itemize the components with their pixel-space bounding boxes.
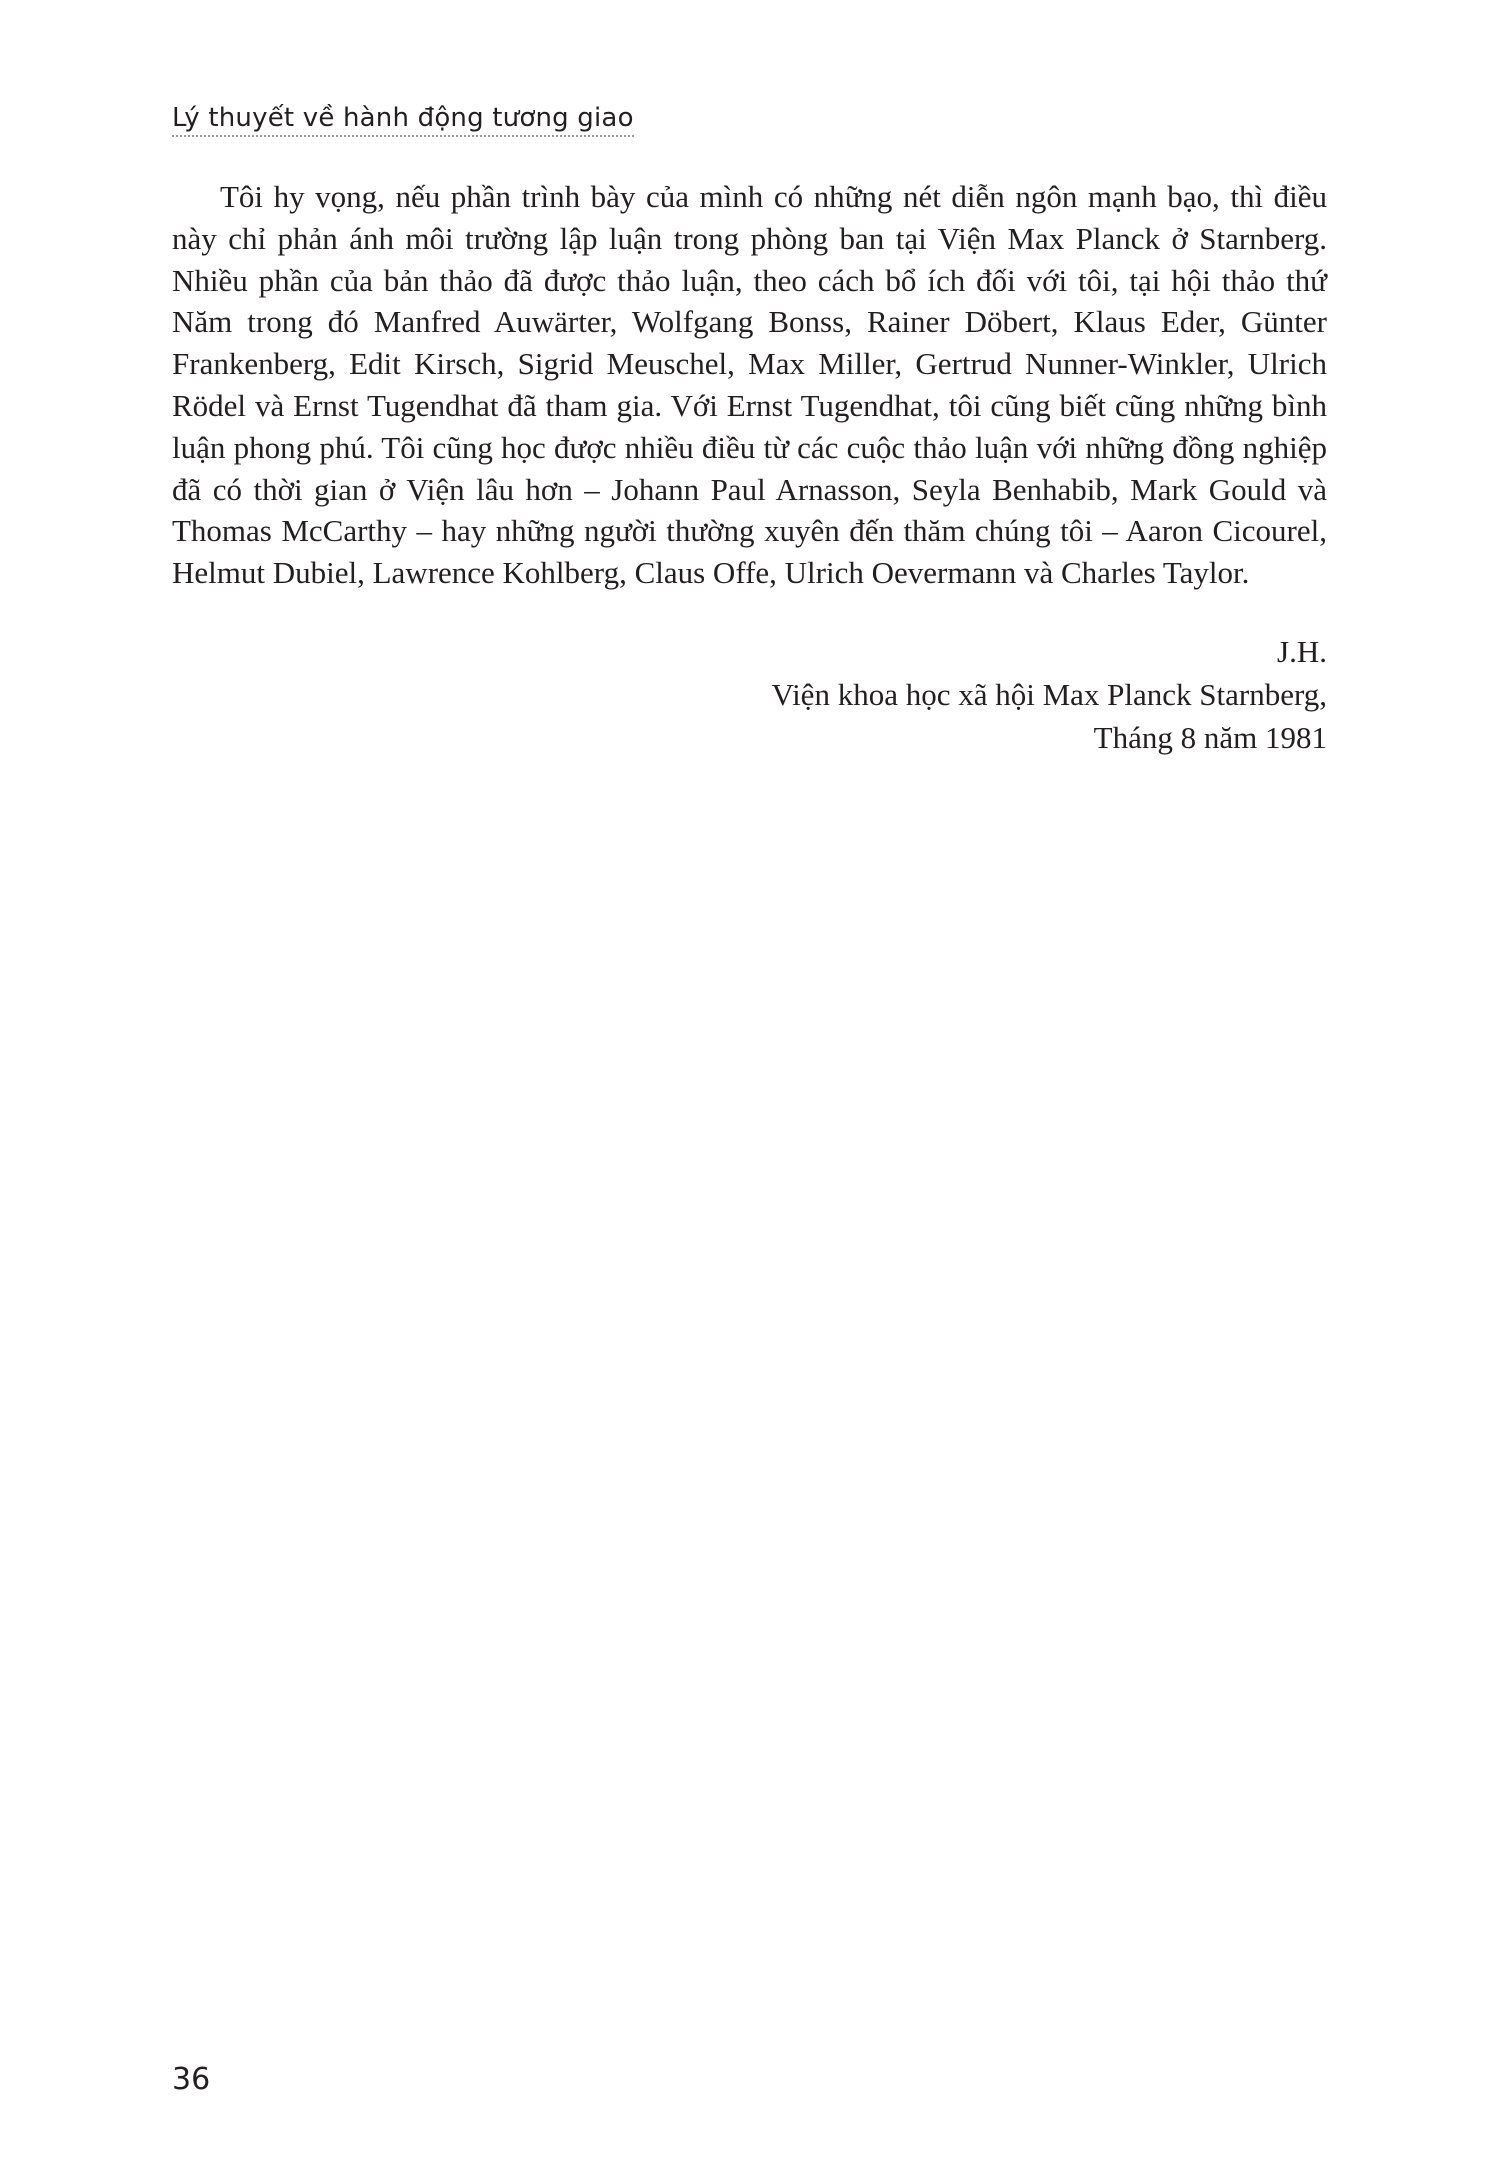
paragraph: Tôi hy vọng, nếu phần trình bày của mình có những nét diễn ngôn mạnh bạo, thì điều này chỉ phản ánh môi trường lập luận trong phòng ban tại Viện Max Planck ở Starnberg. Nhiều phần của bản thảo đã được thảo luận, theo cách bổ ích đối với tôi, tại hội thảo thứ Năm trong đó Manfred Auwärter, Wolfgang Bonss, Rainer Döbert, Klaus Eder, Günter Frankenberg, Edit Kirsch, Sigrid Meuschel, Max Miller, Gertrud Nunner-Winkler, Ulrich Rödel và Ernst Tugendhat đã tham gia. Với Ernst Tugendhat, tôi cũng biết cũng những bình luận phong phú. Tôi cũng học được nhiều điều từ các cuộc thảo luận với những đồng nghiệp đã có thời gian ở Viện lâu hơn – Johann Paul Arnasson, Seyla Benhabib, Mark Gould và Thomas McCarthy – hay những người thường xuyên đến thăm chúng tôi – Aaron Cicourel, Helmut Dubiel, Lawrence Kohlberg, Claus Offe, Ulrich Oevermann và Charles Taylor.: [172, 179, 1327, 591]
signature-initials: J.H.: [1277, 634, 1327, 669]
signature-institution: Viện khoa học xã hội Max Planck Starnberg,: [771, 677, 1327, 712]
signature-block: [772, 630, 1327, 759]
running-head: Lý thuyết về hành động tương giao: [172, 103, 634, 137]
signature-date: Tháng 8 năm 1981: [1093, 720, 1327, 755]
body-text: [172, 176, 1327, 594]
page-number: 36: [172, 2062, 211, 2097]
